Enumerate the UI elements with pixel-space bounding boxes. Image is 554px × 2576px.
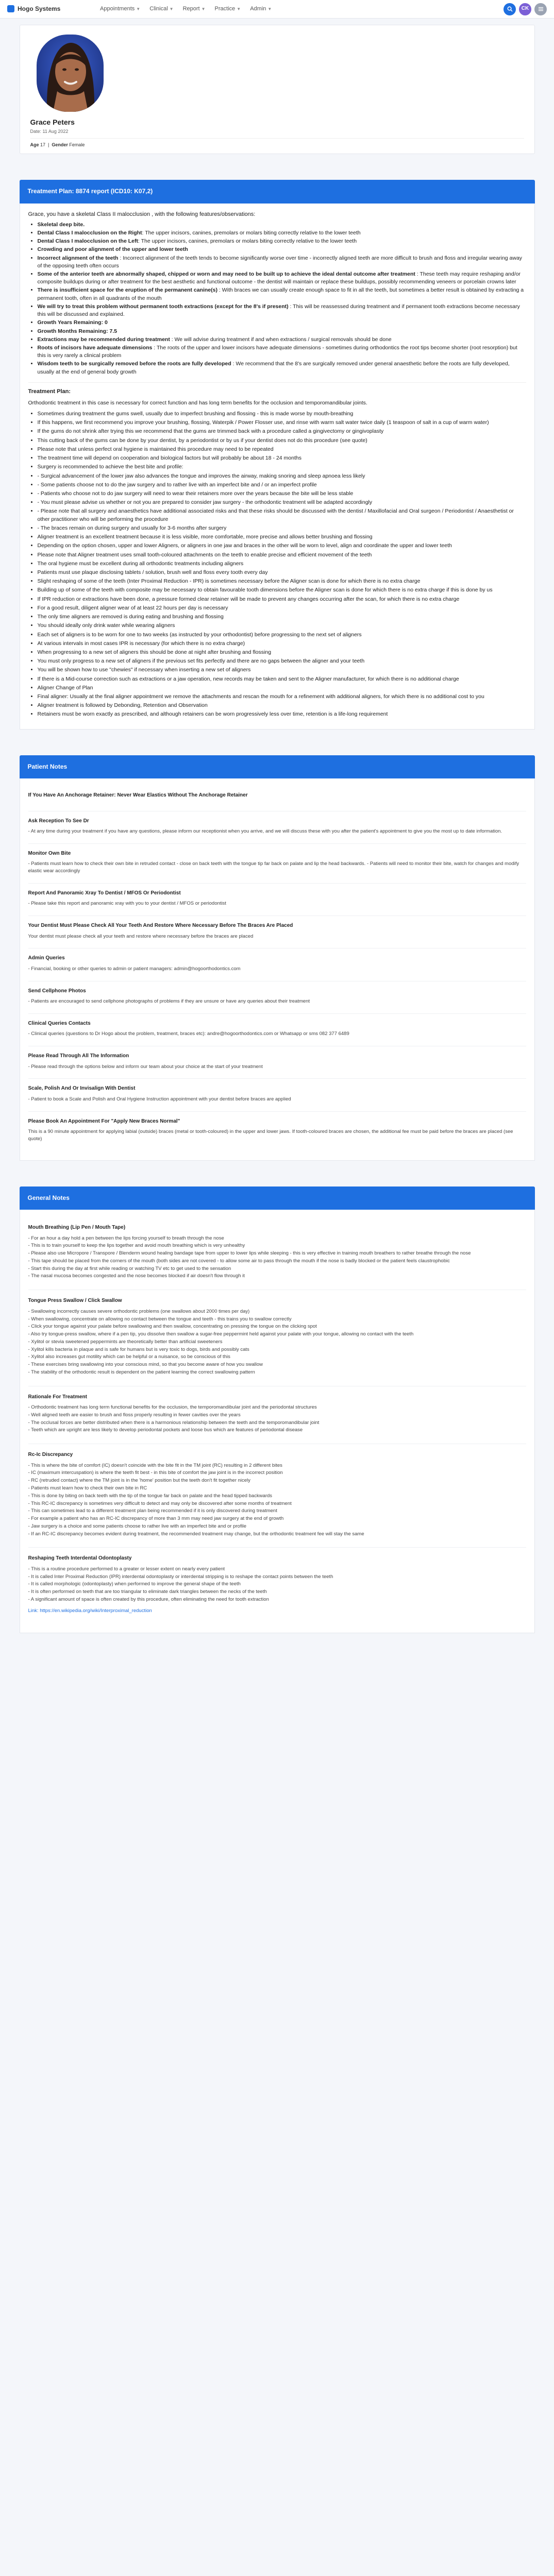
general-note-line: - Teeth which are upright are less likely to develop periodontal pockets and loose bus which are features of periodontal disease — [28, 1427, 303, 1433]
plan-item: • If the gums do not shrink after trying this we recommend that the gums are trimmed back with a procedure called a gingivectomy or gingivoplasty — [38, 428, 526, 435]
observation-item — [38, 336, 526, 344]
patient-note-title: Report And Panoramic Xray To Dentist / MFOS Or Periodontist — [28, 890, 181, 896]
observation-item — [38, 229, 526, 237]
observation-item — [38, 303, 526, 318]
general-note-title: Reshaping Teeth Interdental Odontoplasty — [28, 1555, 132, 1562]
general-note-line: - It is often performed on teeth that are too triangular to eliminate dark triangles between the necks of the teeth — [28, 1589, 267, 1595]
plan-item: • This cutting back of the gums can be done by your dentist, by a periodontist or by us if your dentist does not do this procedure (see quote) — [38, 437, 526, 445]
chevron-down-icon: ▼ — [169, 6, 174, 11]
patient-note-text: - Please take this report and panoramic xray with you to your dentist / MFOS or periodontist — [28, 901, 226, 907]
observation-text: : These teeth may require reshaping and/or composite buildups during or after treatment for the best aesthetic and functional outcome - the dentist will maintain or replace these buildups, possibly recommending veneers or porcelain crowns later — [37, 271, 521, 285]
observation-item — [38, 344, 526, 360]
menu-admin[interactable] — [250, 5, 272, 13]
observation-title: Dental Class I malocclusion on the Left — [37, 238, 138, 245]
general-note-line: - A significant amount of space is often created by this procedure, often eliminating the need for tooth extraction — [28, 1596, 269, 1602]
general-note-line: - When swallowing, concentrate on allowing no contact between the tongue and teeth - this trains you to swallow correctly — [28, 1316, 292, 1322]
general-note-line: - It is called Inter Proximal Reduction (IPR) interdental odontoplasty or interdental stripping is to reshape the contact points between the teeth — [28, 1573, 333, 1580]
observation-item — [38, 246, 526, 253]
observation-text: : The upper incisors, canines, premolars or molars biting correctly relative to the lower teeth — [138, 238, 357, 245]
observation-title: Roots of incisors have adequate dimensions — [37, 345, 153, 351]
reference-link[interactable]: Link: https://en.wikipedia.org/wiki/Interproximal_reduction — [28, 1607, 152, 1614]
plan-item: • Aligner Change of Plan — [38, 684, 526, 692]
patient-note — [28, 811, 526, 844]
patient-note-title: Please Book An Appointment For "Apply New Braces Normal" — [28, 1118, 180, 1124]
observation-title: Incorrect alignment of the teeth — [37, 255, 119, 261]
patient-note-title: If You Have An Anchorage Retainer: Never Wear Elastics Without The Anchorage Retainer — [28, 792, 248, 799]
patient-note-text: - Clinical queries (questions to Dr Hogo about the problem, treatment, braces etc): andre@hogoorthodontics.com or Whatsapp or sms 082 377 6489 — [28, 1031, 349, 1037]
menu-label: Appointments — [100, 5, 135, 12]
patient-note-title: Ask Reception To See Dr — [28, 818, 89, 824]
patient-note-text: This is a 90 minute appointment for applying labial (outside) braces (metal or tooth-coloured) in the upper and lower jaws. If tooth-coloured braces are chosen, the additional fee must be paid before the braces are placed (see quote) — [28, 1129, 513, 1142]
top-navigation-bar — [0, 0, 554, 19]
plan-item: • Surgery is recommended to achieve the best bite and profile: — [38, 463, 526, 471]
patient-note — [28, 948, 526, 981]
plan-item: • Please note that Aligner treatment uses small tooth-coloured attachments on the teeth to enable precise and efficient movement of the teeth — [38, 551, 526, 559]
observation-title: We will try to treat this problem without permanent tooth extractions (except for the 8's if present) — [37, 303, 289, 310]
report-date: Date: 11 Aug 2022 — [30, 129, 69, 134]
gender-label: Gender — [52, 142, 68, 148]
general-note-line: - This is a routine procedure performed to a greater or lesser extent on nearly every patient — [28, 1566, 225, 1572]
age-value: 17 — [40, 142, 46, 148]
general-note-title: Tongue Press Swallow / Click Swallow — [28, 1298, 122, 1304]
observation-text: : We will advise during treatment if and when extractions / surgical removals should be done — [170, 336, 392, 343]
general-note — [28, 1548, 526, 1623]
plan-item: • Final aligner: Usually at the final aligner appointment we remove the attachments and rescan the mouth for a refinement with additional aligners, for which there is no additional cost to you — [38, 693, 526, 701]
plan-item: • Each set of aligners is to be worn for one to two weeks (as instructed by your orthodontist) before progressing to the next set of aligners — [38, 631, 526, 639]
plan-item: • - Surgical advancement of the lower jaw also advances the tongue and improves the airway, making snoring and sleep apnoea less likely — [38, 472, 526, 480]
patient-note-text: - Financial, booking or other queries to admin or patient managers: admin@hogoorthodontics.com — [28, 965, 241, 972]
general-note — [28, 1444, 526, 1548]
observation-text: : The upper incisors, canines, premolars or molars biting correctly relative to the lower teeth — [142, 229, 361, 236]
plan-item: • Building up of some of the teeth with composite may be necessary to obtain favourable tooth dimensions before the Aligner scan is done for which there is no extra charge if this is done by us — [38, 586, 526, 594]
patient-note — [28, 1079, 526, 1111]
general-note-line: - This can sometimes lead to a different treatment plan being recommended if it is only discovered during treatment — [28, 1508, 277, 1514]
plan-item: • The oral hygiene must be excellent during all orthodontic treatments including aligners — [38, 560, 526, 568]
chevron-down-icon: ▼ — [237, 6, 241, 11]
general-notes-section — [20, 1187, 535, 1634]
general-note-line: - This is done by biting on back teeth with the tip of the tongue far back on palate and the head tipped backwards — [28, 1493, 273, 1499]
observation-title: Some of the anterior teeth are abnormally shaped, chipped or worn and may need to be built up to achieve the ideal dental outcome after treatment — [37, 271, 415, 278]
general-note-line: - Xylitol or stevia sweetened peppermints are theoretically better than artificial sweeteners — [28, 1338, 223, 1345]
general-note-line: - Swallowing incorrectly causes severe orthodontic problems (one swallows about 2000 times per day) — [28, 1308, 250, 1314]
observation-title: Extractions may be recommended during treatment — [37, 336, 170, 343]
patient-note — [28, 1046, 526, 1079]
patient-notes-header: Patient Notes — [20, 755, 535, 778]
main-menu — [100, 5, 503, 13]
brand-name: Hogo Systems — [18, 5, 61, 12]
plan-item: • Aligner treatment is an excellent treatment because it is less visible, more comfortable, more precise and allows better brushing and flossing — [38, 533, 526, 541]
treatment-plan-section — [20, 180, 535, 729]
age-label: Age — [30, 142, 39, 148]
patient-note-text: - Patients must learn how to check their own bite in retruded contact - close on back teeth with the tongue tip far back on palate and lip the head backwards. - Patients will need to monitor their bite, watch for changes and modify elastic wear accordingly — [28, 861, 519, 874]
patient-note — [28, 844, 526, 884]
observation-title: There is insufficient space for the eruption of the permanent canine(s) — [37, 287, 217, 294]
menu-practice[interactable] — [215, 5, 241, 13]
general-note — [28, 1386, 526, 1445]
general-note-line: - This tape should be placed from the corners of the mouth (both sides are not covered - to allow some air to pass through the mouth if the nose is badly blocked or the patient feels claustrophobic — [28, 1258, 450, 1264]
plan-list — [28, 410, 526, 719]
observation-title: Growth Months Remaining: 7.5 — [37, 328, 117, 334]
general-note-title: Mouth Breathing (Lip Pen / Mouth Tape) — [28, 1225, 126, 1231]
patient-note-title: Send Cellphone Photos — [28, 988, 86, 994]
menu-report[interactable] — [183, 5, 206, 13]
observation-text: : Incorrect alignment of the teeth tends to become significantly worse over time - incorrectly aligned teeth are more difficult to brush and floss and irregular wearing away of the opposing teeth often occurs — [37, 255, 523, 269]
patient-note-title: Monitor Own Bite — [28, 850, 71, 856]
observation-title: Growth Years Remaining: 0 — [37, 319, 108, 326]
general-note-line: - Click your tongue against your palate before swallowing and then swallow, concentrating on pressing the tongue on the clicking spot — [28, 1324, 317, 1330]
page-content — [20, 19, 535, 1643]
brand[interactable] — [7, 5, 100, 13]
patient-note-text: - At any time during your treatment if you have any questions, please inform our receptionist when you arrive, and we will discuss these with you after the patient's appointment to give you the most up to date information. — [28, 828, 502, 835]
observation-text: : We recommend that the 8's are surgically removed under general anaesthetic before the roots are fully developed, usually at the end of general body growth — [37, 361, 510, 375]
plan-item: • The only time aligners are removed is during eating and brushing and flossing — [38, 613, 526, 621]
general-note-title: Rationale For Treatment — [28, 1394, 87, 1400]
plan-item: • You should ideally only drink water while wearing aligners — [38, 622, 526, 630]
observation-title: Dental Class I malocclusion on the Right — [37, 229, 142, 236]
search-icon[interactable] — [503, 3, 516, 15]
plan-item: • For a good result, diligent aligner wear of at least 22 hours per day is necessary — [38, 604, 526, 612]
patient-notes-section — [20, 755, 535, 1161]
logo-icon — [7, 5, 14, 12]
menu-label: Clinical — [149, 5, 168, 12]
general-notes-header: General Notes — [20, 1187, 535, 1210]
treatment-plan-header: Treatment Plan: 8874 report (ICD10: K07,2) — [20, 180, 535, 203]
plan-item: • You will be shown how to use "chewies" if necessary when inserting a new set of aligners — [38, 666, 526, 674]
patient-note — [28, 981, 526, 1014]
plan-item: • Slight reshaping of some of the teeth (Inter Proximal Reduction - IPR) is sometimes necessary before the Aligner scan is done for which there is no extra charge — [38, 578, 526, 585]
plan-item: • Patients must use plaque disclosing tablets / solution, brush well and floss every tooth every day — [38, 569, 526, 577]
menu-appointments[interactable] — [100, 5, 140, 13]
observation-item — [38, 255, 526, 270]
general-note-line: - These exercises bring swallowing into your conscious mind, so that you become aware of how you swallow — [28, 1362, 263, 1368]
plan-item: • - Patients who choose not to do jaw surgery will need to wear their retainers more over the years because the bite will be less stable — [38, 490, 526, 498]
general-note-line: - This is where the bite of comfort (IC) doesn't coincide with the bite fit in the TM joint (RC) resulting in 2 different bites — [28, 1462, 282, 1468]
patient-note-title: Scale, Polish And Or Invisalign With Dentist — [28, 1086, 136, 1092]
plan-item: • - You must please advise us whether or not you are prepared to consider jaw surgery - the orthodontic treatment will be adapted accordingly — [38, 499, 526, 506]
treatment-plan-body — [20, 204, 535, 730]
patient-note-title: Your Dentist Must Please Check All Your Teeth And Restore Where Necessary Before The Braces Are Placed — [28, 923, 293, 929]
patient-name: Grace Peters — [30, 118, 75, 126]
observation-item — [38, 238, 526, 245]
plan-item: • Aligner treatment is followed by Debonding, Retention and Observation — [38, 702, 526, 709]
general-note-line: - Jaw surgery is a choice and some patients choose to rather live with an imperfect bite and or profile — [28, 1523, 246, 1529]
patient-note-text: - Please read through the options below and inform our team about your choice at the start of your treatment — [28, 1063, 263, 1070]
observations-intro: Grace, you have a skeletal Class II malocclusion , with the following features/observations: — [28, 211, 256, 217]
plan-title: Treatment Plan: — [28, 382, 526, 396]
general-note-title: Rc-Ic Discrepancy — [28, 1452, 73, 1458]
general-note-line: - It is called morphologic (odontoplasty) when performed to improve the general shape of the teeth — [28, 1581, 241, 1587]
chevron-down-icon: ▼ — [267, 6, 272, 11]
plan-item: • If IPR reduction or extractions have been done, a pressure formed clear retainer will be made to prevent any changes occurring after the scan, for which there is no extra charge — [38, 596, 526, 603]
user-avatar-button[interactable]: CK — [519, 3, 531, 15]
observation-title: Wisdom teeth to be surgically removed before the roots are fully developed — [37, 361, 231, 367]
observation-text: : With braces we can usually create enough space to fit in all the teeth, but sometimes a better result is obtained by extracting a permanent tooth, often in all quadrants of the mouth — [37, 287, 524, 301]
menu-label: Practice — [214, 5, 236, 12]
observation-title: Skeletal deep bite. — [37, 221, 85, 228]
general-note-line: - For an hour a day hold a pen between the lips forcing yourself to breath through the nose — [28, 1235, 224, 1241]
chevron-down-icon: ▼ — [201, 6, 206, 11]
plan-item: • Sometimes during treatment the gums swell, usually due to imperfect brushing and flossing - this is made worse by mouth-breathing — [38, 410, 526, 418]
patient-profile-card — [20, 25, 535, 154]
chevron-down-icon: ▼ — [136, 6, 141, 11]
observation-item — [38, 328, 526, 335]
plan-item: • The treatment time will depend on cooperation and biological factors but will probably be about 18 - 24 months — [38, 454, 526, 462]
general-note-line: - The stability of the orthodontic result is dependent on the patient learning the correct swallowing pattern — [28, 1369, 255, 1375]
observation-text: : The roots of the upper and lower incisors have adequate dimensions - sometimes during orthodontics the root tips become shorter (root resorption) but this is very rarely a clinical problem — [37, 345, 517, 359]
plan-item: • If there is a Mid-course correction such as extractions or a jaw operation, new records may be taken and sent to the Aligner manufacturer, for which there is no additional charge — [38, 675, 526, 683]
menu-clinical[interactable] — [149, 5, 173, 13]
general-note-line: - This RC-IC discrepancy is sometimes very difficult to detect and may only be discovered after some months of treatment — [28, 1500, 292, 1506]
gender-value: Female — [69, 142, 85, 148]
observation-title: Crowding and poor alignment of the upper and lower teeth — [37, 246, 188, 253]
general-note-line: - If an RC-IC discrepancy becomes evident during treatment, the recommended treatment may change, but the orthodontic treatment fee will stay the same — [28, 1531, 364, 1537]
general-note-line: - This is to train yourself to keep the lips together and avoid mouth breathing which is very unhealthy — [28, 1243, 245, 1249]
general-note-line: - RC (retruded contact) where the TM joint is in the 'home' position but the teeth don't fit together nicely — [28, 1478, 250, 1484]
top-actions — [503, 3, 547, 15]
plan-item: • Please note that unless perfect oral hygiene is maintained this procedure may need to be repeated — [38, 446, 526, 453]
plan-item: • If this happens, we first recommend you improve your brushing, flossing, Waterpik / Power Flosser use, and rinse with warm salt water twice daily (1 teaspoon of salt in a cup of warm water) — [38, 419, 526, 427]
observation-item — [38, 319, 526, 327]
observation-item — [38, 360, 526, 376]
plan-item: • - Some patients choose not to do the jaw surgery and to rather live with an imperfect bite and / or an imperfect profile — [38, 481, 526, 489]
plan-item: • - Please note that all surgery and anaesthetics have additional associated risks and that these risks should be discussed with the dentist / Maxillofacial and Oral surgeon / Periodontist / Anaesthetist or other practitioner who will be performing the procedure — [38, 507, 526, 523]
observation-item — [38, 286, 526, 302]
general-notes-body — [20, 1210, 535, 1633]
general-note-line: - Well aligned teeth are easier to brush and floss properly resulting in fewer cavities over the years — [28, 1412, 241, 1418]
general-note — [28, 1290, 526, 1386]
patient-notes-body — [20, 778, 535, 1161]
menu-icon[interactable] — [534, 3, 547, 15]
patient-note — [28, 1112, 526, 1151]
patient-note — [28, 884, 526, 916]
observation-item — [38, 221, 526, 229]
general-note-line: - Xylitol kills bacteria in plaque and is safe for humans but is very toxic to dogs, birds and possibly cats — [28, 1346, 249, 1352]
plan-item: • At various intervals in most cases IPR is necessary (for which there is no extra charge) — [38, 640, 526, 648]
plan-item: • You must only progress to a new set of aligners if the previous set fits perfectly and there are no gaps between the aligner and your teeth — [38, 657, 526, 665]
general-note-line: - IC (maximum intercuspation) is where the teeth fit best - in this bite of comfort the jaw joint is in the incorrect position — [28, 1470, 283, 1476]
observations-list — [28, 221, 526, 376]
patient-note-text: Your dentist must please check all your teeth and restore where necessary before the braces are placed — [28, 933, 254, 939]
menu-label: Admin — [250, 5, 266, 12]
patient-photo — [37, 35, 104, 112]
observation-item — [38, 270, 526, 286]
general-note-line: - Start this during the day at first while reading or watching TV etc to get used to the sensation — [28, 1265, 231, 1272]
patient-note — [28, 1014, 526, 1046]
observation-text: : This will be reassessed during treatment and if permanent tooth extractions become necessary this will be discussed and explained. — [37, 303, 520, 318]
patient-note — [28, 916, 526, 948]
general-note-line: - The nasal mucosa becomes congested and the nose becomes blocked if air doesn't flow through it — [28, 1273, 245, 1279]
patient-note-text: - Patients are encouraged to send cellphone photographs of problems if they are unsure or have any queries about their treatment — [28, 998, 310, 1005]
plan-intro: Orthodontic treatment in this case is necessary for correct function and has long term benefits for the occlusion and temporomandibular joints. — [28, 399, 367, 406]
patient-note-title: Admin Queries — [28, 955, 65, 961]
general-note-line: - Please also use Micropore / Transpore / Blenderm wound healing bandage tape from upper to lower lips while sleeping - this is very effective in training mouth breathers to rather breathe through the nose — [28, 1250, 471, 1257]
general-note-line: - The occlusal forces are better distributed when there is a harmonious relationship between the teeth and the temporomandibular joint — [28, 1419, 320, 1426]
plan-item: • Depending on the option chosen, upper and lower Aligners, or aligners in one jaw and braces in the other will be worn to level, align and coordinate the upper and lower teeth — [38, 542, 526, 550]
patient-note-text: - Patient to book a Scale and Polish and Oral Hygiene Instruction appointment with your dentist before braces are applied — [28, 1096, 291, 1102]
general-note-line: - For example a patient who has an RC-IC discrepancy of more than 3 mm may need jaw surgery at the end of growth — [28, 1516, 284, 1522]
general-note-line: - Orthodontic treatment has long term functional benefits for the occlusion, the temporomandibular joint and the periodontal structures — [28, 1404, 317, 1411]
patient-note-title: Please Read Through All The Information — [28, 1053, 129, 1059]
patient-demographics: Age 17 | Gender Female — [30, 138, 524, 148]
general-note-line: - Also try tongue-press swallow, where if a pen tip, you dissolve then swallow a sugar-free peppermint held against your palate with your tongue, allowing no contact with the teeth — [28, 1331, 414, 1337]
plan-item: • When progressing to a new set of aligners this should be done at night after brushing and flossing — [38, 649, 526, 656]
menu-label: Report — [182, 5, 200, 12]
general-note — [28, 1217, 526, 1290]
plan-item: • Retainers must be worn exactly as prescribed, and although retainers can be worn progressively less over time, retention is a life-long requirement — [38, 710, 526, 718]
patient-note-title: Clinical Queries Contacts — [28, 1020, 91, 1026]
general-note-line: - Patients must learn how to check their own bite in RC — [28, 1485, 147, 1491]
plan-item: • - The braces remain on during surgery and usually for 3-6 months after surgery — [38, 524, 526, 532]
patient-note — [28, 786, 526, 811]
general-note-line: - Xylitol also increases gut motility which can be helpful or a nuisance, so be conscious of this — [28, 1354, 230, 1360]
